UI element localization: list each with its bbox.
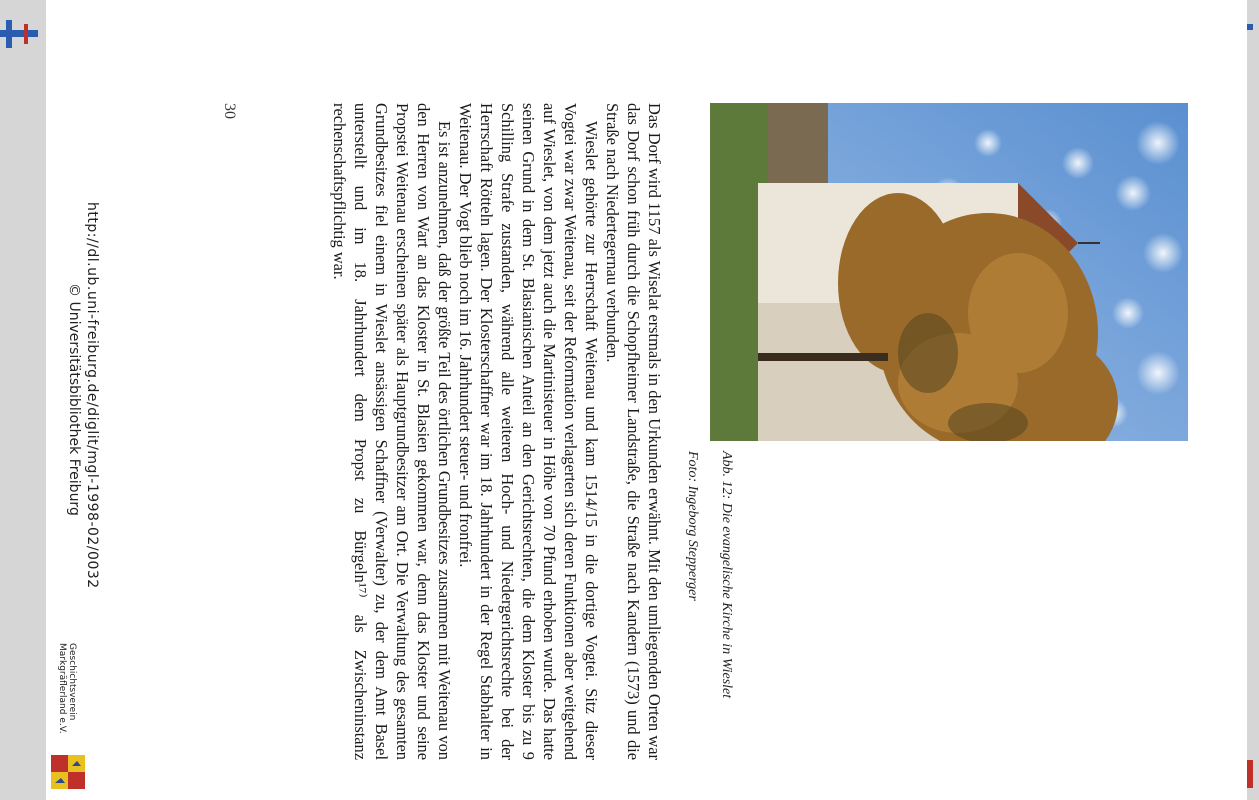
photo-caption: [685, 451, 735, 751]
coat-of-arms-icon: [51, 755, 85, 789]
church-photo: [710, 103, 1188, 441]
body-text: [329, 103, 665, 760]
caption-title: Abb. 12: Die evangelische Kirche in Wieslet: [719, 451, 734, 699]
caption-credit: Foto: Ingeborg Stepperger: [685, 451, 700, 601]
page-content-rotated: [46, 0, 1247, 800]
right-viewer-margin: [1247, 0, 1259, 800]
footer-organization: [57, 643, 77, 753]
org-line-2: Markgräflerland e.V.: [57, 643, 67, 734]
paragraph: Es ist anzunehmen, daß der größte Teil des örtlichen Grundbesitzes zusammen mit Weitenau von den Herren von Wart an das Kloster in St. Blasien gekommen war, denn das Kloster und seine Propstei Weitenau erscheinen später als Hauptgrundbesitzer am Ort. Die Verwaltung des gesamten Grundbesitzes fiel einem in Wieslet ansässigen Schaffner (Verwalter) zu, der dem Amt Basel unterstellt und im 18. Jahrhundert dem Propst zu Bürgeln¹⁷⁾ als Zwischeninstanz rechenschaftspflichtig war.: [330, 103, 454, 760]
library-logo-icon: [0, 18, 38, 50]
right-edge-marks-icon: [1247, 0, 1259, 800]
paragraph: Wieslet gehörte zur Herrschaft Weitenau und kam 1514/15 in die dortige Vogtei. Sitz dieser Vogtei war zwar Weitenau, seit der Reformation verlagerten sich deren Funktionen aber weitgehend auf Wieslet, von dem jetzt auch die Martinisteuer in Höhe von 70 Pfund erhoben wurde. Das hatte seinen Grund in dem St. Blasianischen Anteil an den Gerichtsrechten, die dem Kloster bis zu 9 Schilling Strafe zustanden, während alle weiteren Hoch- und Niedergerichtsrechte bei der Herrschaft Rötteln lagen. Der Klosterschaffner war im 18. Jahrhundert in der Regel Stabhalter in Weitenau. Der Vogt blieb noch im 16. Jahrhundert steuer- und fronfrei.: [456, 103, 601, 760]
footer-copyright: © Universitätsbibliothek Freiburg: [66, 283, 82, 516]
page-number: 30: [221, 103, 238, 119]
scanned-page: [46, 0, 1247, 800]
org-line-1: Geschichtsverein: [67, 643, 77, 721]
paragraph: Das Dorf wird 1157 als Wiselat erstmals in den Urkunden erwähnt. Mit den umliegenden Orten war das Dorf schon früh durch die Schopfheimer Landstraße, die Straße nach Kandern (1573) und die Straße nach Niedertegernau verbunden.: [603, 103, 664, 760]
left-viewer-margin: [0, 0, 46, 800]
footer-url[interactable]: http://dl.ub.uni-freiburg.de/diglit/mgl-1998-02/0032: [84, 202, 100, 589]
